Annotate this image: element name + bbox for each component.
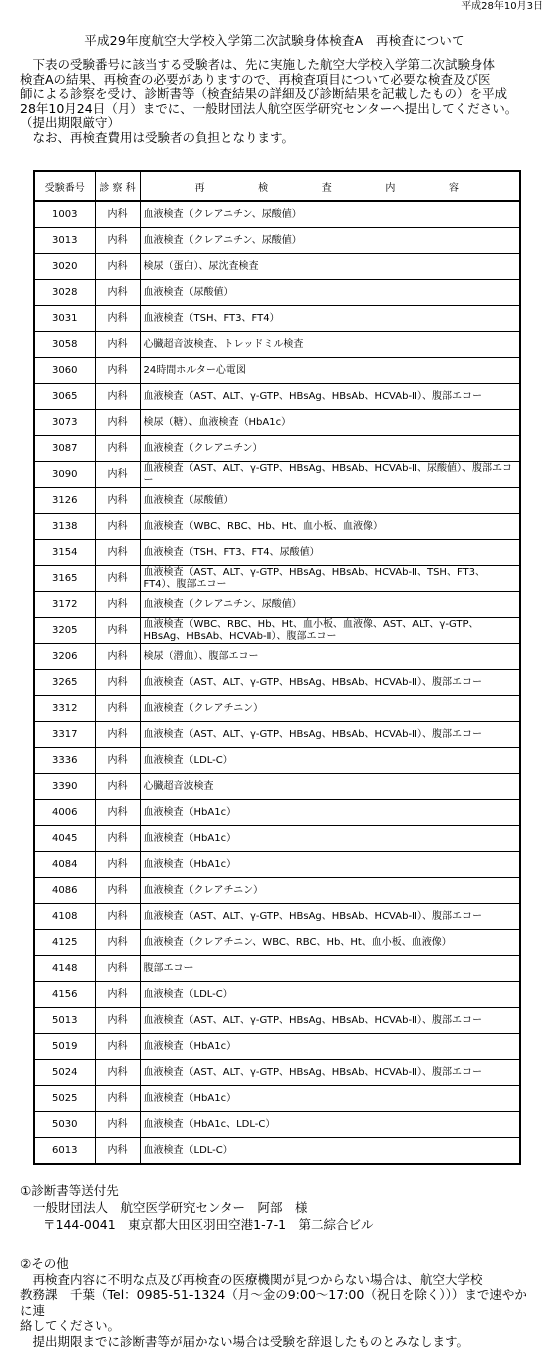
table-row [34, 280, 520, 306]
exam-number-cell: 3087 [34, 436, 95, 462]
exam-number-cell: 3126 [34, 488, 95, 514]
reexam-content-cell: 血液検査（AST、ALT、γ-GTP、HBsAg、HBsAb、HCVAb-Ⅱ、尿酸値）、腹部エコー [140, 462, 520, 488]
exam-number-cell: 4084 [34, 852, 95, 878]
table-row [34, 956, 520, 982]
department-cell: 内科 [95, 254, 140, 280]
exam-number-cell: 3265 [34, 670, 95, 696]
table-row [34, 644, 520, 670]
header-department: 診 察 科 [95, 171, 140, 201]
reexam-content-cell: 血液検査（WBC、RBC、Hb、Ht、血小板、血液像、AST、ALT、γ-GTP、HBsAg、HBsAb、HCVAb-Ⅱ）、腹部エコー [140, 618, 520, 644]
section-heading: ②その他 [20, 1256, 69, 1271]
header-content-char: 再 [194, 182, 205, 194]
reexam-content-cell: 血液検査（AST、ALT、γ-GTP、HBsAg、HBsAb、HCVAb-Ⅱ）、腹部エコー [140, 1060, 520, 1086]
exam-number-cell: 3205 [34, 618, 95, 644]
department-cell: 内科 [95, 748, 140, 774]
department-cell: 内科 [95, 774, 140, 800]
department-cell: 内科 [95, 488, 140, 514]
table-row [34, 670, 520, 696]
exam-number-cell: 3013 [34, 228, 95, 254]
department-cell: 内科 [95, 982, 140, 1008]
table-row [34, 1008, 520, 1034]
table-row [34, 410, 520, 436]
table-row [34, 696, 520, 722]
table-row [34, 878, 520, 904]
reexam-content-cell: 血液検査（AST、ALT、γ-GTP、HBsAg、HBsAb、HCVAb-Ⅱ）、腹部エコー [140, 904, 520, 930]
table-row [34, 1060, 520, 1086]
exam-number-cell: 4086 [34, 878, 95, 904]
table-row [34, 1138, 520, 1165]
header-content-char: 内 [385, 182, 396, 194]
exam-number-cell: 5019 [34, 1034, 95, 1060]
reexam-content-cell: 血液検査（AST、ALT、γ-GTP、HBsAg、HBsAb、HCVAb-Ⅱ、TSH、FT3、FT4）、腹部エコー [140, 566, 520, 592]
department-cell: 内科 [95, 280, 140, 306]
reexam-table [33, 170, 521, 1165]
table-row [34, 306, 520, 332]
intro-line: 師による診察を受け、診断書等（検査結果の詳細及び診断結果を記載したもの）を平成 [20, 86, 508, 102]
department-cell: 内科 [95, 358, 140, 384]
table-row [34, 1034, 520, 1060]
table-row [34, 462, 520, 488]
note-line: 教務課 千葉（Tel：0985-51-1324（月～金の9:00～17:00（祝日を除く）））まで速やかに連 [20, 1287, 527, 1318]
exam-number-cell: 3060 [34, 358, 95, 384]
department-cell: 内科 [95, 696, 140, 722]
table-row [34, 826, 520, 852]
department-cell: 内科 [95, 956, 140, 982]
table-row [34, 852, 520, 878]
reexam-content-cell: 血液検査（HbA1c） [140, 800, 520, 826]
table-row [34, 930, 520, 956]
reexam-content-cell: 血液検査（AST、ALT、γ-GTP、HBsAg、HBsAb、HCVAb-Ⅱ）、腹部エコー [140, 1008, 520, 1034]
exam-number-cell: 3058 [34, 332, 95, 358]
exam-number-cell: 3073 [34, 410, 95, 436]
exam-number-cell: 5024 [34, 1060, 95, 1086]
reexam-content-cell: 心臓超音波検査 [140, 774, 520, 800]
table-row [34, 566, 520, 592]
table-header-row [34, 171, 520, 201]
department-cell: 内科 [95, 1034, 140, 1060]
table-row [34, 748, 520, 774]
department-cell: 内科 [95, 800, 140, 826]
department-cell: 内科 [95, 1008, 140, 1034]
exam-number-cell: 5013 [34, 1008, 95, 1034]
reexam-content-cell: 血液検査（尿酸値） [140, 280, 520, 306]
exam-number-cell: 3172 [34, 592, 95, 618]
department-cell: 内科 [95, 852, 140, 878]
reexam-content-cell: 24時間ホルター心電図 [140, 358, 520, 384]
exam-number-cell: 4006 [34, 800, 95, 826]
exam-number-cell: 1003 [34, 201, 95, 228]
reexam-content-cell: 血液検査（AST、ALT、γ-GTP、HBsAg、HBsAb、HCVAb-Ⅱ）、腹部エコー [140, 722, 520, 748]
reexam-content-cell: 検尿（糖）、血液検査（HbA1c） [140, 410, 520, 436]
table-row [34, 774, 520, 800]
department-cell: 内科 [95, 566, 140, 592]
intro-line: 28年10月24日（月）までに、一般財団法人航空医学研究センターへ提出してください。 [20, 100, 518, 116]
table-row [34, 592, 520, 618]
reexam-content-cell: 血液検査（LDL-C） [140, 1138, 520, 1165]
intro-paragraph [20, 58, 526, 146]
exam-number-cell: 4148 [34, 956, 95, 982]
exam-number-cell: 3317 [34, 722, 95, 748]
reexam-content-cell: 血液検査（TSH、FT3、FT4、尿酸値） [140, 540, 520, 566]
exam-number-cell: 3165 [34, 566, 95, 592]
note-line: 再検査内容に不明な点及び再検査の医療機関が見つからない場合は、航空大学校 [20, 1271, 483, 1287]
department-cell: 内科 [95, 306, 140, 332]
department-cell: 内科 [95, 384, 140, 410]
exam-number-cell: 4156 [34, 982, 95, 1008]
exam-number-cell: 3020 [34, 254, 95, 280]
reexam-content-cell: 血液検査（AST、ALT、γ-GTP、HBsAg、HBsAb、HCVAb-Ⅱ）、腹部エコー [140, 384, 520, 410]
header-reexam-content [140, 171, 520, 201]
department-cell: 内科 [95, 1060, 140, 1086]
table-row [34, 1086, 520, 1112]
recipient-org: 一般財団法人 航空医学研究センター 阿部 様 [33, 1200, 308, 1215]
reexam-content-cell: 血液検査（AST、ALT、γ-GTP、HBsAg、HBsAb、HCVAb-Ⅱ）、腹部エコー [140, 670, 520, 696]
header-content-char: 査 [321, 182, 332, 194]
table-row [34, 904, 520, 930]
exam-number-cell: 4108 [34, 904, 95, 930]
intro-line: （提出期限厳守） [20, 115, 121, 131]
table-row [34, 332, 520, 358]
reexam-content-cell: 血液検査（TSH、FT3、FT4） [140, 306, 520, 332]
table-row [34, 1112, 520, 1138]
header-content-char: 容 [449, 182, 459, 194]
exam-number-cell: 4045 [34, 826, 95, 852]
department-cell: 内科 [95, 436, 140, 462]
department-cell: 内科 [95, 1138, 140, 1165]
reexam-content-cell: 血液検査（HbA1c） [140, 826, 520, 852]
reexam-content-cell: 血液検査（WBC、RBC、Hb、Ht、血小板、血液像） [140, 514, 520, 540]
note-line: 絡してください。 [20, 1318, 121, 1333]
header-exam-number: 受験番号 [34, 171, 95, 201]
department-cell: 内科 [95, 618, 140, 644]
table-row [34, 358, 520, 384]
exam-number-cell: 3336 [34, 748, 95, 774]
department-cell: 内科 [95, 514, 140, 540]
reexam-content-cell: 血液検査（HbA1c） [140, 852, 520, 878]
reexam-content-cell: 検尿（蛋白）、尿沈査検査 [140, 254, 520, 280]
department-cell: 内科 [95, 201, 140, 228]
department-cell: 内科 [95, 540, 140, 566]
reexam-content-cell: 血液検査（尿酸値） [140, 488, 520, 514]
department-cell: 内科 [95, 878, 140, 904]
header-content-char: 検 [258, 182, 269, 194]
intro-line: 下表の受験番号に該当する受験者は、先に実施した航空大学校入学第二次試験身体 [20, 57, 496, 72]
exam-number-cell: 3206 [34, 644, 95, 670]
department-cell: 内科 [95, 670, 140, 696]
reexam-content-cell: 検尿（潜血）、腹部エコー [140, 644, 520, 670]
department-cell: 内科 [95, 722, 140, 748]
reexam-content-cell: 血液検査（クレアニチン） [140, 436, 520, 462]
other-notes-section [20, 1256, 530, 1349]
exam-number-cell: 4125 [34, 930, 95, 956]
table-row [34, 436, 520, 462]
table-row [34, 982, 520, 1008]
department-cell: 内科 [95, 930, 140, 956]
table-row [34, 514, 520, 540]
exam-number-cell: 3031 [34, 306, 95, 332]
reexam-content-cell: 血液検査（LDL-C） [140, 982, 520, 1008]
table-body [34, 201, 520, 1164]
department-cell: 内科 [95, 904, 140, 930]
department-cell: 内科 [95, 826, 140, 852]
delivery-address-section [20, 1182, 374, 1233]
exam-number-cell: 3390 [34, 774, 95, 800]
document-date: 平成28年10月3日 [461, 1, 543, 12]
note-line: 提出期限までに診断書等が届かない場合は受験を辞退したものとみなします。 [20, 1333, 470, 1349]
table-row [34, 722, 520, 748]
reexam-content-cell: 血液検査（クレアニチン、尿酸値） [140, 228, 520, 254]
document-title: 平成29年度航空大学校入学第二次試験身体検査A 再検査について [84, 33, 465, 48]
exam-number-cell: 5025 [34, 1086, 95, 1112]
department-cell: 内科 [95, 644, 140, 670]
exam-number-cell: 3090 [34, 462, 95, 488]
reexam-content-cell: 血液検査（HbA1c） [140, 1034, 520, 1060]
table-row [34, 488, 520, 514]
exam-number-cell: 3154 [34, 540, 95, 566]
reexam-content-cell: 血液検査（クレアチニン） [140, 878, 520, 904]
table-row [34, 618, 520, 644]
reexam-content-cell: 腹部エコー [140, 956, 520, 982]
reexam-content-cell: 血液検査（クレアニチン、尿酸値） [140, 592, 520, 618]
department-cell: 内科 [95, 1112, 140, 1138]
table-row [34, 800, 520, 826]
exam-number-cell: 3065 [34, 384, 95, 410]
department-cell: 内科 [95, 1086, 140, 1112]
intro-line: 検査Aの結果、再検査の必要がありますので、再検査項目について必要な検査及び医 [20, 71, 491, 87]
table-row [34, 384, 520, 410]
table-row [34, 228, 520, 254]
exam-number-cell: 5030 [34, 1112, 95, 1138]
reexam-content-cell: 血液検査（クレアチニン、WBC、RBC、Hb、Ht、血小板、血液像） [140, 930, 520, 956]
exam-number-cell: 3028 [34, 280, 95, 306]
reexam-content-cell: 血液検査（クレアチニン） [140, 696, 520, 722]
department-cell: 内科 [95, 228, 140, 254]
reexam-content-cell: 血液検査（LDL-C） [140, 748, 520, 774]
department-cell: 内科 [95, 592, 140, 618]
reexam-content-cell: 血液検査（HbA1c、LDL-C） [140, 1112, 520, 1138]
department-cell: 内科 [95, 462, 140, 488]
table-row [34, 201, 520, 228]
reexam-content-cell: 血液検査（HbA1c） [140, 1086, 520, 1112]
table-row [34, 254, 520, 280]
exam-number-cell: 3312 [34, 696, 95, 722]
exam-number-cell: 6013 [34, 1138, 95, 1165]
section-heading: ①診断書等送付先 [20, 1183, 119, 1198]
reexam-content-cell: 血液検査（クレアニチン、尿酸値） [140, 201, 520, 228]
reexam-content-cell: 心臓超音波検査、トレッドミル検査 [140, 332, 520, 358]
recipient-address: 〒144-0041 東京都大田区羽田空港1-7-1 第二綜合ビル [43, 1217, 374, 1232]
department-cell: 内科 [95, 410, 140, 436]
exam-number-cell: 3138 [34, 514, 95, 540]
intro-line: なお、再検査費用は受験者の負担となります。 [20, 129, 295, 145]
department-cell: 内科 [95, 332, 140, 358]
table-row [34, 540, 520, 566]
